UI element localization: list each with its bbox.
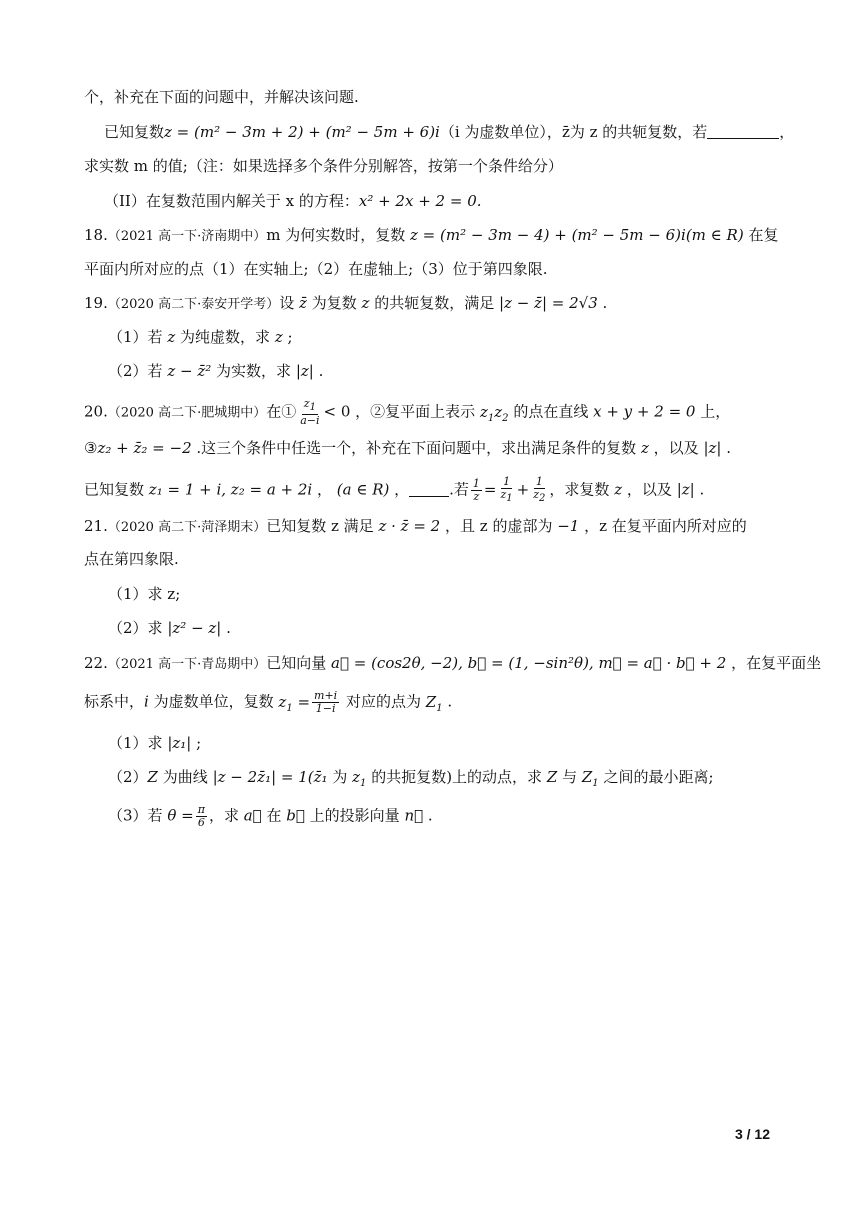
math: z̄	[299, 294, 307, 312]
text: 对应的点为	[345, 692, 421, 711]
text: 为复数	[311, 294, 357, 312]
text: ，以及	[626, 480, 672, 499]
math: −1	[557, 517, 580, 535]
fraction: $\frac{m+i}{1-i}$	[314, 689, 338, 715]
question-number: 18.	[84, 226, 108, 244]
text-line: （3）若 θ = $\frac{\pi}{6}$ ，求 a⃗ 在 b⃗ 上的投影向量 n⃗ .	[108, 803, 433, 829]
math: z − z̄²	[167, 362, 212, 380]
math: θ =	[167, 806, 194, 825]
fraction: $\frac{1}{z_2}$	[533, 475, 546, 505]
math: |z|	[676, 480, 695, 499]
text: 的点在直线	[513, 402, 589, 421]
text-line: （1）求 |z₁| ;	[108, 734, 202, 752]
question-number: 19.	[84, 294, 108, 312]
text: （1）求 z;	[108, 585, 181, 603]
text: （1）若	[108, 328, 163, 346]
math: (a ∈ R)	[336, 480, 390, 499]
math: a⃗	[243, 806, 262, 825]
text: （II）在复数范围内解关于 x 的方程：	[104, 192, 359, 210]
question-number: 21.	[84, 517, 108, 535]
text: 设	[279, 294, 295, 312]
math: $Z_1$	[425, 692, 443, 714]
math: z = (m² − 3m − 4) + (m² − 5m − 6)i(m ∈ R)	[410, 226, 744, 244]
text: ，z 在复平面内所对应的	[584, 517, 747, 535]
math: z	[167, 328, 176, 346]
text: 点在第四象限.	[84, 550, 179, 568]
text: 在	[266, 806, 282, 825]
text: .这三个条件中任选一个，补充在下面问题中，求出满足条件的复数	[196, 439, 637, 457]
math: z	[614, 480, 623, 499]
text-line: 已知复数 z₁ = 1 + i, z₂ = a + 2i ， (a ∈ R) ， .若 $\frac{1}{z}$ = $\frac{1}{z_1}$ + $\frac{1}{z_2}$ ，求复数 z ，以及 |z| .	[84, 475, 705, 505]
text: （2）求	[108, 619, 163, 637]
text: m 为何实数时，复数	[266, 226, 406, 244]
text: 与	[562, 768, 578, 786]
text-line	[84, 258, 548, 280]
answer-blank	[707, 124, 779, 139]
math: $z_1$ =	[278, 692, 311, 714]
text: ，在复平面坐	[731, 654, 822, 672]
answer-blank	[409, 482, 449, 497]
math: |z|	[703, 439, 722, 457]
math: |z − 2z̄₁| = 1(z̄₁	[212, 768, 328, 786]
math: b⃗	[286, 806, 305, 825]
fraction: $\frac{\pi}{6}$	[197, 803, 205, 829]
text: （i 为虚数单位），	[439, 123, 562, 141]
question-number: 20.	[84, 402, 108, 421]
math: Z	[546, 768, 558, 786]
text: ③	[84, 439, 98, 457]
text: （1）求	[108, 734, 163, 752]
math: z	[640, 439, 649, 457]
fraction: $\frac{z_1}{a-i}$	[300, 397, 320, 428]
text: 在复	[748, 226, 779, 244]
text-line: ③z₂ + z̄₂ = −2 .这三个条件中任选一个，补充在下面问题中，求出满足条件的复数 z ，以及 |z| .	[84, 439, 731, 457]
fraction: $\frac{1}{z_1}$	[500, 475, 513, 505]
text-line: （1）若 z 为纯虚数，求 z ;	[108, 328, 293, 346]
text: （2）	[108, 768, 148, 786]
fraction: $\frac{1}{z}$	[472, 477, 480, 504]
question-21	[84, 515, 747, 539]
text: 为	[332, 768, 348, 786]
question-source: （2020 高二下·泰安开学考）	[107, 297, 280, 312]
text: 上的投影向量	[309, 806, 400, 825]
math: z₂ + z̄₂ = −2	[97, 439, 192, 457]
math: x + y + 2 = 0	[593, 402, 696, 421]
question-19: 19.（2020 高二下·泰安开学考）设 z̄ 为复数 z 的共轭复数，满足 |z − z̄| = 2√3 .	[84, 294, 608, 312]
text-line	[84, 548, 179, 570]
text-line	[108, 583, 180, 605]
math: $Z_1$	[581, 768, 599, 789]
text: 的共扼复数)上的动点，求	[371, 768, 543, 786]
math: z · z̄ = 2	[378, 517, 441, 535]
question-22	[84, 652, 821, 676]
text: 为曲线	[162, 768, 208, 786]
math: z₁ = 1 + i, z₂ = a + 2i	[148, 480, 313, 499]
math: n⃗	[404, 806, 424, 825]
text-line	[104, 121, 794, 143]
text-line	[84, 155, 563, 177]
text: （3）若	[108, 806, 163, 825]
text: 已知复数	[104, 123, 165, 141]
math: |z₁|	[167, 734, 192, 752]
math: $z_1$	[352, 768, 367, 789]
text-line	[108, 766, 714, 795]
math: z	[361, 294, 370, 312]
text: 平面内所对应的点（1）在实轴上;（2）在虚轴上;（3）位于第四象限.	[84, 260, 548, 278]
text: 求实数 m 的值;（注：如果选择多个条件分别解答，按第一个条件给分）	[84, 157, 563, 175]
question-18	[84, 224, 779, 248]
question-source: （2021 高一下·济南期中）	[107, 229, 267, 244]
text: 的共轭复数，满足	[374, 294, 495, 312]
text: 标系中，	[84, 692, 145, 711]
text: < 0 ，②复平面上表示	[323, 402, 476, 421]
math: |z² − z|	[167, 619, 222, 637]
math: z = (m² − 3m + 2) + (m² − 5m + 6)i	[164, 123, 440, 141]
math: z	[274, 328, 283, 346]
text: 为实数，求	[216, 362, 292, 380]
question-source: （2021 高一下·青岛期中）	[107, 657, 267, 672]
text-line: （2）求 |z² − z| .	[108, 619, 231, 637]
text: 之间的最小距离;	[603, 768, 714, 786]
text-line	[84, 86, 359, 108]
text: （2）若	[108, 362, 163, 380]
text: 为虚数单位，复数	[153, 692, 274, 711]
text: .若	[449, 480, 469, 499]
text: 已知复数	[84, 480, 145, 499]
text: ，且 z 的虚部为	[445, 517, 553, 535]
question-source: （2020 高二下·菏泽期末）	[107, 520, 267, 535]
math: x² + 2x + 2 = 0.	[358, 192, 482, 210]
text: 个，补充在下面的问题中，并解决该问题.	[84, 88, 359, 106]
text: ，以及	[653, 439, 699, 457]
text: 上，	[700, 402, 731, 421]
math: |z|	[295, 362, 314, 380]
text: ，求	[208, 806, 239, 825]
page-number: 3 / 12	[734, 1126, 770, 1142]
text: 在①	[266, 402, 297, 421]
question-number: 22.	[84, 654, 108, 672]
text: 为纯虚数，求	[180, 328, 271, 346]
text: 已知复数 z 满足	[266, 517, 374, 535]
question-source: （2020 高二下·肥城期中）	[107, 405, 267, 421]
text-line	[104, 190, 482, 212]
text: z̄为 z 的共轭复数，若	[561, 123, 708, 141]
text: ，求复数	[549, 480, 610, 499]
math: |z − z̄| = 2√3	[498, 294, 598, 312]
text-line: 标系中，i 为虚数单位，复数 $z_1$ = $\frac{m+i}{1-i}$ 对应的点为 $Z_1$ .	[84, 689, 453, 715]
question-20	[84, 398, 730, 430]
math: a⃗ = (cos2θ, −2), b⃗ = (1, −sin²θ), m⃗ = a⃗ · b⃗ + 2	[331, 654, 727, 672]
math: Z	[147, 768, 158, 786]
math: i	[144, 692, 149, 711]
text: 已知向量	[266, 654, 327, 672]
math: $z_1z_2$	[479, 402, 509, 424]
text: ，	[779, 123, 795, 141]
text-line: （2）若 z − z̄² 为实数，求 |z| .	[108, 362, 324, 380]
